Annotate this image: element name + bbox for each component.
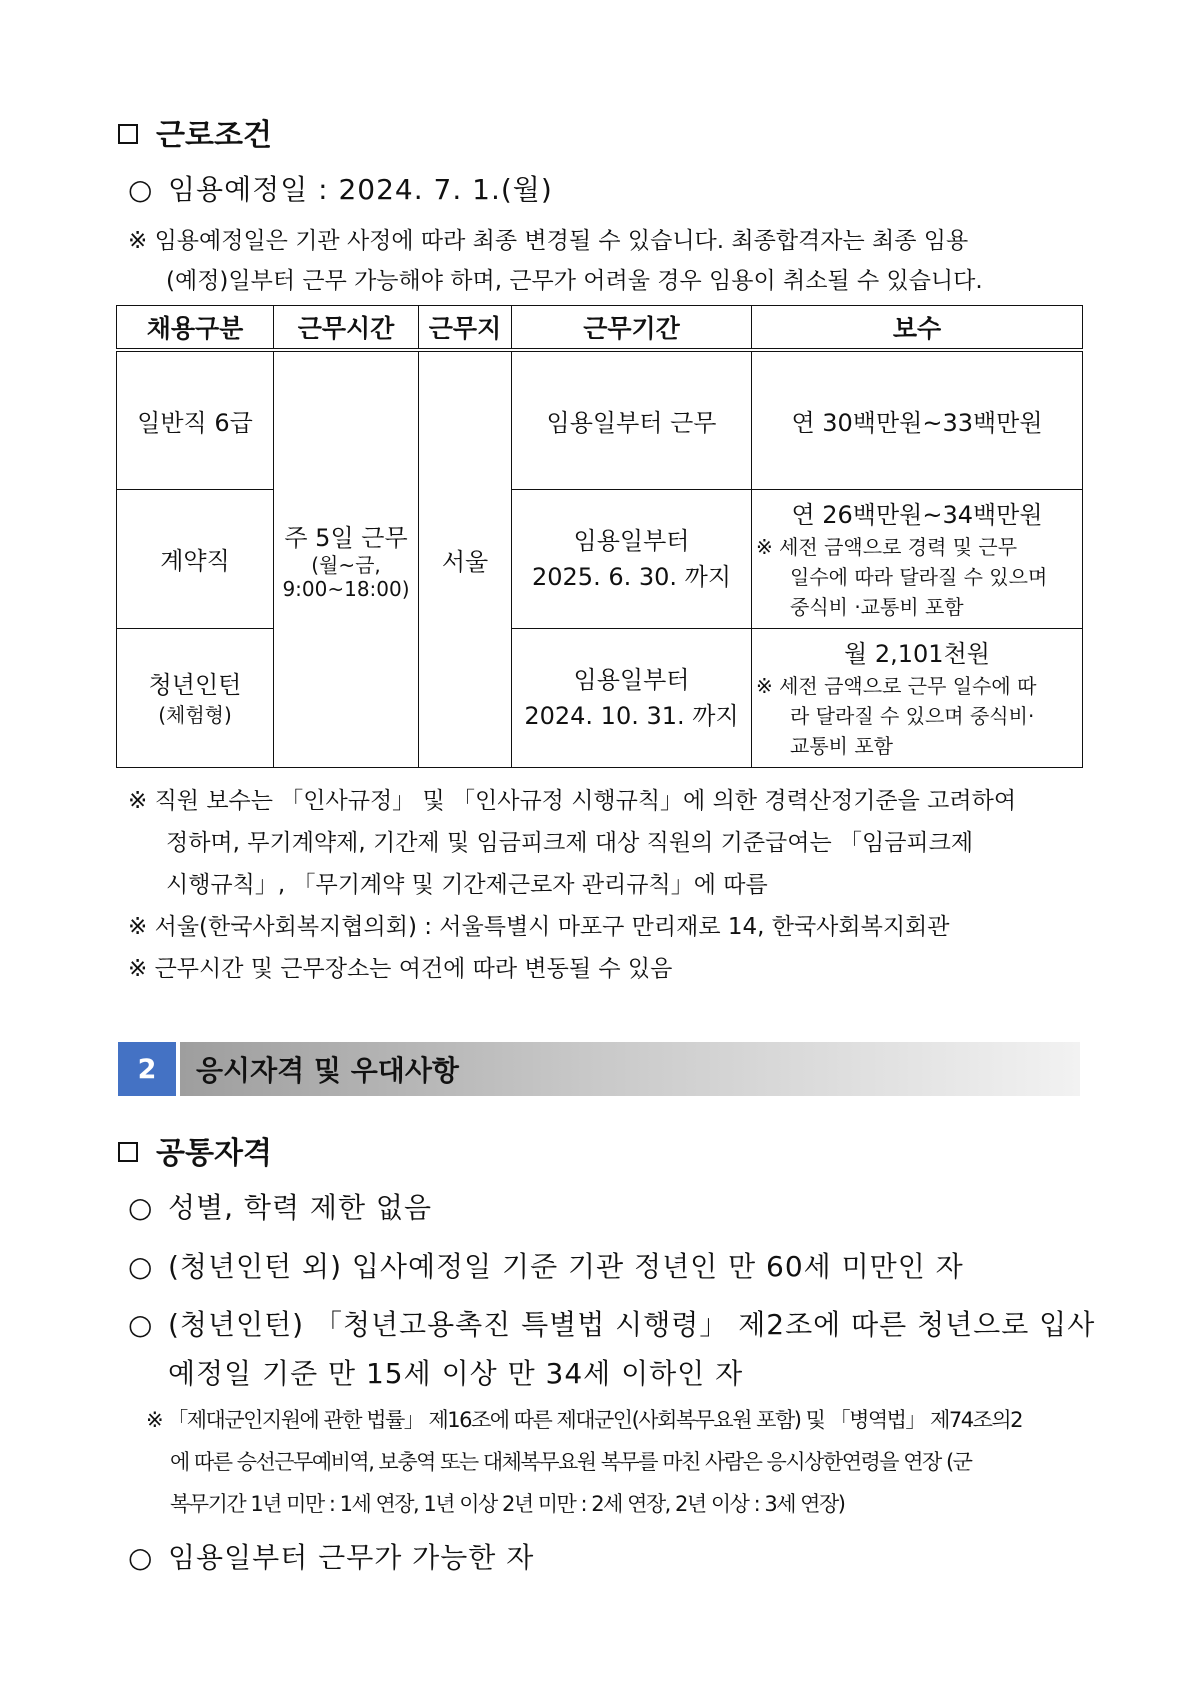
age-extension-note-cont [170,1446,971,1476]
section-heading-work-conditions [118,110,272,154]
qualification-item [128,1186,432,1226]
category-text: 일반직 6급 [137,408,253,437]
period-text: 2025. 6. 30. 까지 [531,562,732,591]
pay-note-line: 라 달라질 수 있으며 중식비· [790,704,1035,729]
note-salary-cont [166,824,973,857]
category-text: 계약직 [160,547,230,576]
hours-sub: 9:00~18:00) [282,577,410,601]
category-sub: (체험형) [158,702,232,727]
header-category: 채용구분 [117,306,274,351]
pay-note-line: ※ 세전 금액으로 경력 및 근무 [756,535,1018,560]
pay-main: 연 30백만원~33백만원 [791,408,1043,437]
qualification-text: (청년인턴) 「청년고용촉진 특별법 시행령」 제2조에 따른 청년으로 입사 [168,1308,1096,1341]
circle-bullet-icon: ○ [128,1191,154,1224]
square-bullet-icon [118,124,138,144]
pay-note [752,532,1082,622]
pay-cell [752,628,1083,767]
start-date-note [128,222,1082,255]
heading-text: 공통자격 [156,1136,272,1171]
note-text: ※ 임용예정일은 기관 사정에 따라 최종 변경될 수 있습니다. 최종합격자는 최종 임용 [128,228,969,254]
square-bullet-icon [118,1142,138,1162]
start-date-text: 임용예정일 : 2024. 7. 1.(월) [168,173,553,206]
category-text: 청년인턴 [148,671,242,700]
pay-note-line: 중식비 ·교통비 포함 [790,595,964,620]
qualification-text: 임용일부터 근무가 가능한 자 [168,1541,535,1574]
table-header-row [117,306,1083,351]
header-pay: 보수 [752,306,1083,351]
note-text: ※ 서울(한국사회복지협의회) : 서울특별시 마포구 만리재로 14, 한국사회복지회관 [128,914,950,940]
circle-bullet-icon: ○ [128,1308,154,1341]
period-cell [512,350,752,489]
qualification-text: (청년인턴 외) 입사예정일 기준 기관 정년인 만 60세 미만인 자 [168,1250,964,1283]
header-hours: 근무시간 [274,306,419,351]
pay-note-line: 일수에 따라 달라질 수 있으며 [790,565,1048,590]
note-text: ※ 근무시간 및 근무장소는 여건에 따라 변동될 수 있음 [128,956,673,982]
circle-bullet-icon: ○ [128,1250,154,1283]
note-text: ※ 「제대군인지원에 관한 법률」 제16조에 따른 제대군인(사회복무요원 포함) 및 「병역법」 제74조의2 [146,1408,1023,1432]
section-number: 2 [118,1042,176,1096]
pay-cell [752,489,1083,628]
header-location: 근무지 [419,306,512,351]
note-text: 에 따른 승선근무예비역, 보충역 또는 대체복무요원 복무를 마친 사람은 응시상한연령을 연장 (군 [170,1450,972,1474]
table-row [117,628,1083,767]
section-heading-common-qualifications [118,1128,272,1172]
note-text: ※ 직원 보수는 「인사규정」 및 「인사규정 시행규칙」에 의한 경력산정기준을 고려하여 [128,788,1017,814]
pay-cell [752,350,1083,489]
note-location [128,908,949,941]
qualification-item-cont [168,1352,743,1392]
location-text: 서울 [441,548,489,576]
note-salary [128,782,1016,815]
note-line [128,222,1082,255]
period-text: 임용일부터 [573,665,690,694]
pay-note-line: ※ 세전 금액으로 근무 일수에 따 [756,674,1037,699]
start-date-item [128,168,553,208]
category-cell [117,628,274,767]
section-title-bar [180,1042,1080,1096]
table-row [117,489,1083,628]
qualification-text: 성별, 학력 제한 없음 [168,1191,432,1224]
pay-main: 월 2,101천원 [844,640,990,669]
qualification-item [128,1536,534,1576]
note-text: 복무기간 1년 미만 : 1세 연장, 1년 이상 2년 미만 : 2세 연장, 2년 이상 : 3세 연장) [170,1492,845,1516]
pay-note-line: 교통비 포함 [790,734,893,759]
qualification-text: 예정일 기준 만 15세 이상 만 34세 이하인 자 [168,1357,744,1390]
period-cell [512,628,752,767]
location-cell [419,350,512,768]
period-text: 임용일부터 [573,526,690,555]
period-text: 2024. 10. 31. 까지 [524,701,739,730]
age-extension-note-cont [170,1488,844,1518]
pay-main: 연 26백만원~34백만원 [791,501,1043,530]
note-text: 시행규칙」, 「무기계약 및 기간제근로자 관리규칙」에 따름 [166,872,768,898]
period-text: 임용일부터 근무 [546,408,717,437]
category-cell [117,350,274,489]
header-period: 근무기간 [512,306,752,351]
table-row [117,350,1083,489]
pay-note [752,671,1082,761]
note-variation [128,950,672,983]
period-cell [512,489,752,628]
heading-text: 근로조건 [156,118,272,153]
work-conditions-table [116,305,1083,768]
qualification-item [128,1303,1095,1343]
hours-sub: (월~금, [311,553,381,577]
note-salary-cont [166,866,768,899]
hours-main: 주 5일 근무 [284,524,408,552]
note-text: 정하며, 무기계약제, 기간제 및 임금피크제 대상 직원의 기준급여는 「임금피크제 [166,830,974,856]
circle-bullet-icon: ○ [128,173,154,206]
circle-bullet-icon: ○ [128,1541,154,1574]
qualification-item [128,1245,964,1285]
category-cell [117,489,274,628]
age-extension-note [146,1404,1022,1434]
section-title: 응시자격 및 우대사항 [196,1054,459,1087]
note-text: (예정)일부터 근무 가능해야 하며, 근무가 어려울 경우 임용이 취소될 수 있습니다. [166,268,983,294]
hours-cell [274,350,419,768]
start-date-note-cont [166,262,983,295]
